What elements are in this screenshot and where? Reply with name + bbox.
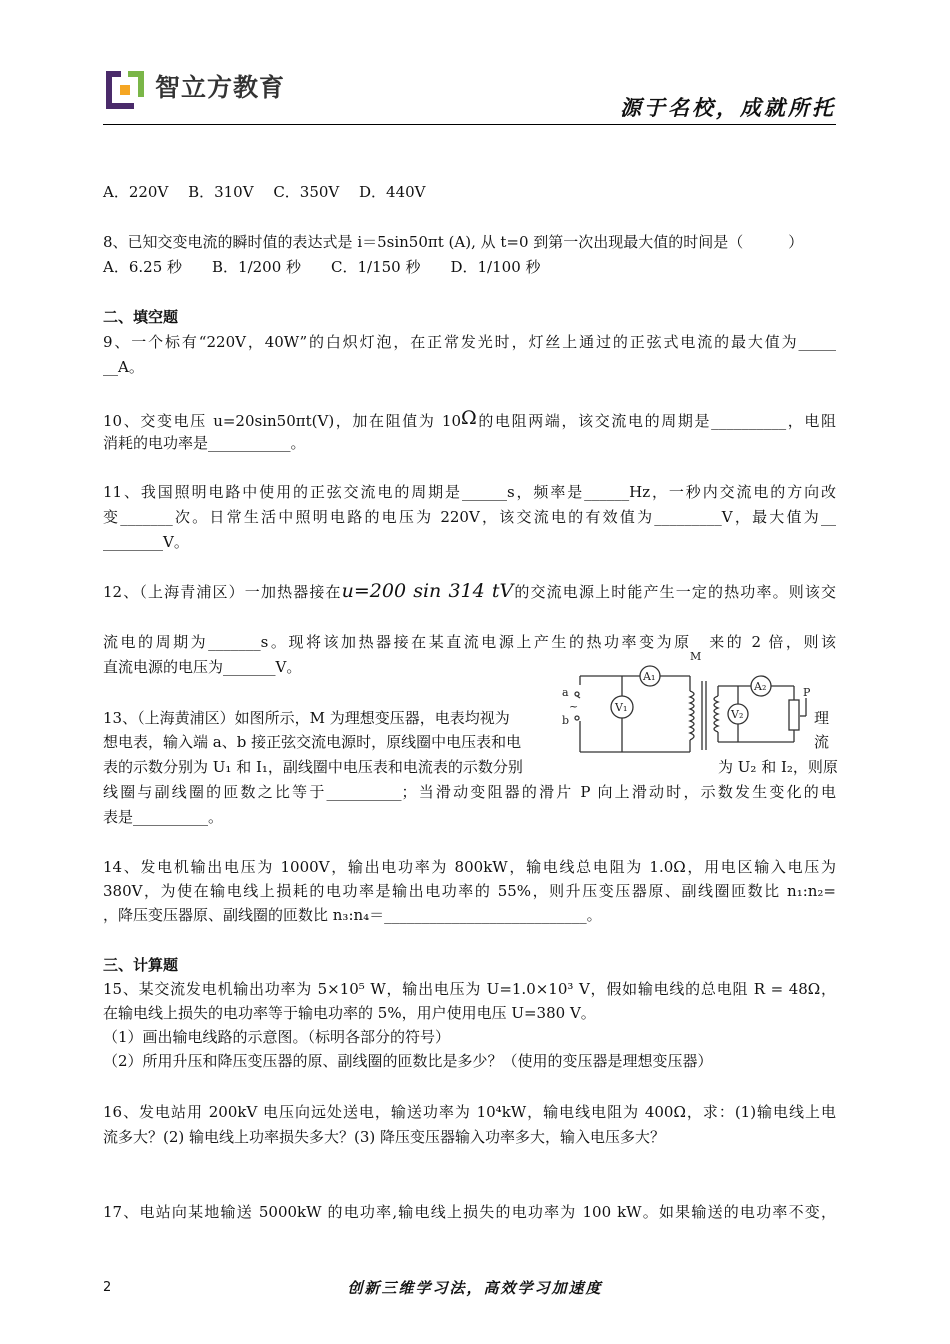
q13-line4: 线圈与副线圈的匝数之比等于__________；当滑动变阻器的滑片 P 向上滑动时，示数发生变化的电 — [103, 783, 836, 801]
footer-slogan: 创新三维学习法，高效学习加速度 — [347, 1279, 603, 1297]
q11-line2: 变_______次。日常生活中照明电路的电压为 220V，该交流电的有效值为_________V，最大值为__ — [103, 508, 836, 526]
q13-line1: 13、（上海黄浦区）如图所示，M 为理想变压器，电表均视为 — [103, 709, 510, 727]
logo-text: 智立方教育 — [155, 73, 286, 102]
q8-stem: 8、已知交变电流的瞬时值的表达式是 i＝5sin50πt (A), 从 t=0 到第一次出现最大值的时间是（ ） — [103, 233, 804, 251]
transformer-circuit-diagram — [560, 648, 820, 760]
label-b: b — [562, 714, 570, 727]
section-calculation: 三、计算题 — [103, 956, 179, 974]
q9-line2: __A。 — [103, 358, 144, 376]
voltmeter-v2: V₂ — [731, 708, 744, 721]
q10-line2: 消耗的电功率是___________。 — [103, 434, 306, 452]
q12-line1 — [103, 580, 836, 603]
q13-line3-right: 为 U₂ 和 I₂，则原 — [718, 758, 838, 776]
header-slogan: 源于名校，成就所托 — [620, 95, 836, 120]
q11-line3: ________V。 — [103, 533, 189, 551]
q15-line1: 15、某交流发电机输出功率为 5×10⁵ W，输出电压为 U=1.0×10³ V，假如输电线的总电阻 R = 48Ω， — [103, 980, 836, 998]
q15-line2: 在输电线上损失的电功率等于输电功率的 5%，用户使用电压 U=380 V。 — [103, 1004, 596, 1022]
q7-options: A．220V B．310V C．350V D．440V — [103, 183, 426, 201]
ohm-symbol: Ω — [461, 407, 477, 429]
q10-line1-b: 的电阻两端，该交流电的周期是__________，电阻 — [476, 412, 836, 430]
q12-line1-a: 12、（上海青浦区）一加热器接在 — [103, 583, 342, 601]
q12-line3: 直流电源的电压为_______V。 — [103, 658, 302, 676]
q13-line1-right: 理 — [814, 709, 830, 727]
label-a: a — [562, 686, 569, 699]
q15-line4: （2）所用升压和降压变压器的原、副线圈的匝数比是多少？（使用的变压器是理想变压器） — [103, 1052, 713, 1070]
q12-formula: u=200 sin 314 tV — [341, 580, 514, 602]
q14-line2: 380V，为使在输电线上损耗的电功率是输出电功率的 55%，则升压变压器原、副线圈匝数比 n₁:n₂= — [103, 882, 836, 900]
voltmeter-v1: V₁ — [615, 701, 628, 714]
q13-line5: 表是__________。 — [103, 808, 224, 826]
header-rule — [103, 124, 836, 125]
q9-line1: 9、一个标有“220V，40W”的白炽灯泡，在正常发光时，灯丝上通过的正弦式电流的最大值为_____ — [103, 333, 836, 351]
q10-line1 — [103, 407, 836, 432]
ammeter-a1: A₁ — [643, 670, 656, 683]
page-number: 2 — [103, 1280, 112, 1295]
label-ac-source: ~ — [569, 700, 579, 713]
label-M: M — [690, 650, 702, 663]
q15-line3: （1）画出输电线路的示意图。（标明各部分的符号） — [103, 1028, 451, 1046]
q16-line1: 16、发电站用 200kV 电压向远处送电，输送功率为 10⁴kW，输电线电阻为 400Ω，求：(1)输电线上电 — [103, 1103, 836, 1121]
q14-line3: ，降压变压器原、副线圈的匝数比 n₃:n₄＝___________________________。 — [103, 906, 602, 924]
q11-line1: 11、我国照明电路中使用的正弦交流电的周期是______s，频率是______Hz，一秒内交流电的方向改 — [103, 483, 836, 501]
q13-line2: 想电表，输入端 a、b 接正弦交流电源时，原线圈中电压表和电 — [103, 733, 522, 751]
logo-icon — [106, 71, 144, 109]
q10-line1-a: 10、交变电压 u=20sin50πt(V)，加在阻值为 10 — [103, 412, 462, 430]
section-fill-in: 二、填空题 — [103, 308, 179, 326]
q14-line1: 14、发电机输出电压为 1000V，输出电功率为 800kW，输电线总电阻为 1.0Ω，用电区输入电压为 — [103, 858, 836, 876]
q12-line2: 流电的周期为_______s。现将该加热器接在某直流电源上产生的热功率变为原 来的 2 倍，则该 — [103, 633, 836, 651]
q8-options: A．6.25 秒 B．1/200 秒 C．1/150 秒 D．1/100 秒 — [103, 258, 541, 276]
q13-line2-right: 流 — [814, 733, 830, 751]
q12-line1-b: 的交流电源上时能产生一定的热功率。则该交 — [513, 583, 836, 601]
q17-line1: 17、电站向某地输送 5000kW 的电功率,输电线上损失的电功率为 100 kW。如果输送的电功率不变， — [103, 1203, 836, 1221]
label-P: P — [803, 686, 811, 699]
ammeter-a2: A₂ — [754, 680, 767, 693]
q16-line2: 流多大？(2) 输电线上功率损失多大？(3) 降压变压器输入功率多大，输入电压多大？ — [103, 1128, 666, 1146]
q13-line3: 表的示数分别为 U₁ 和 I₁，副线圈中电压表和电流表的示数分别 — [103, 758, 523, 776]
